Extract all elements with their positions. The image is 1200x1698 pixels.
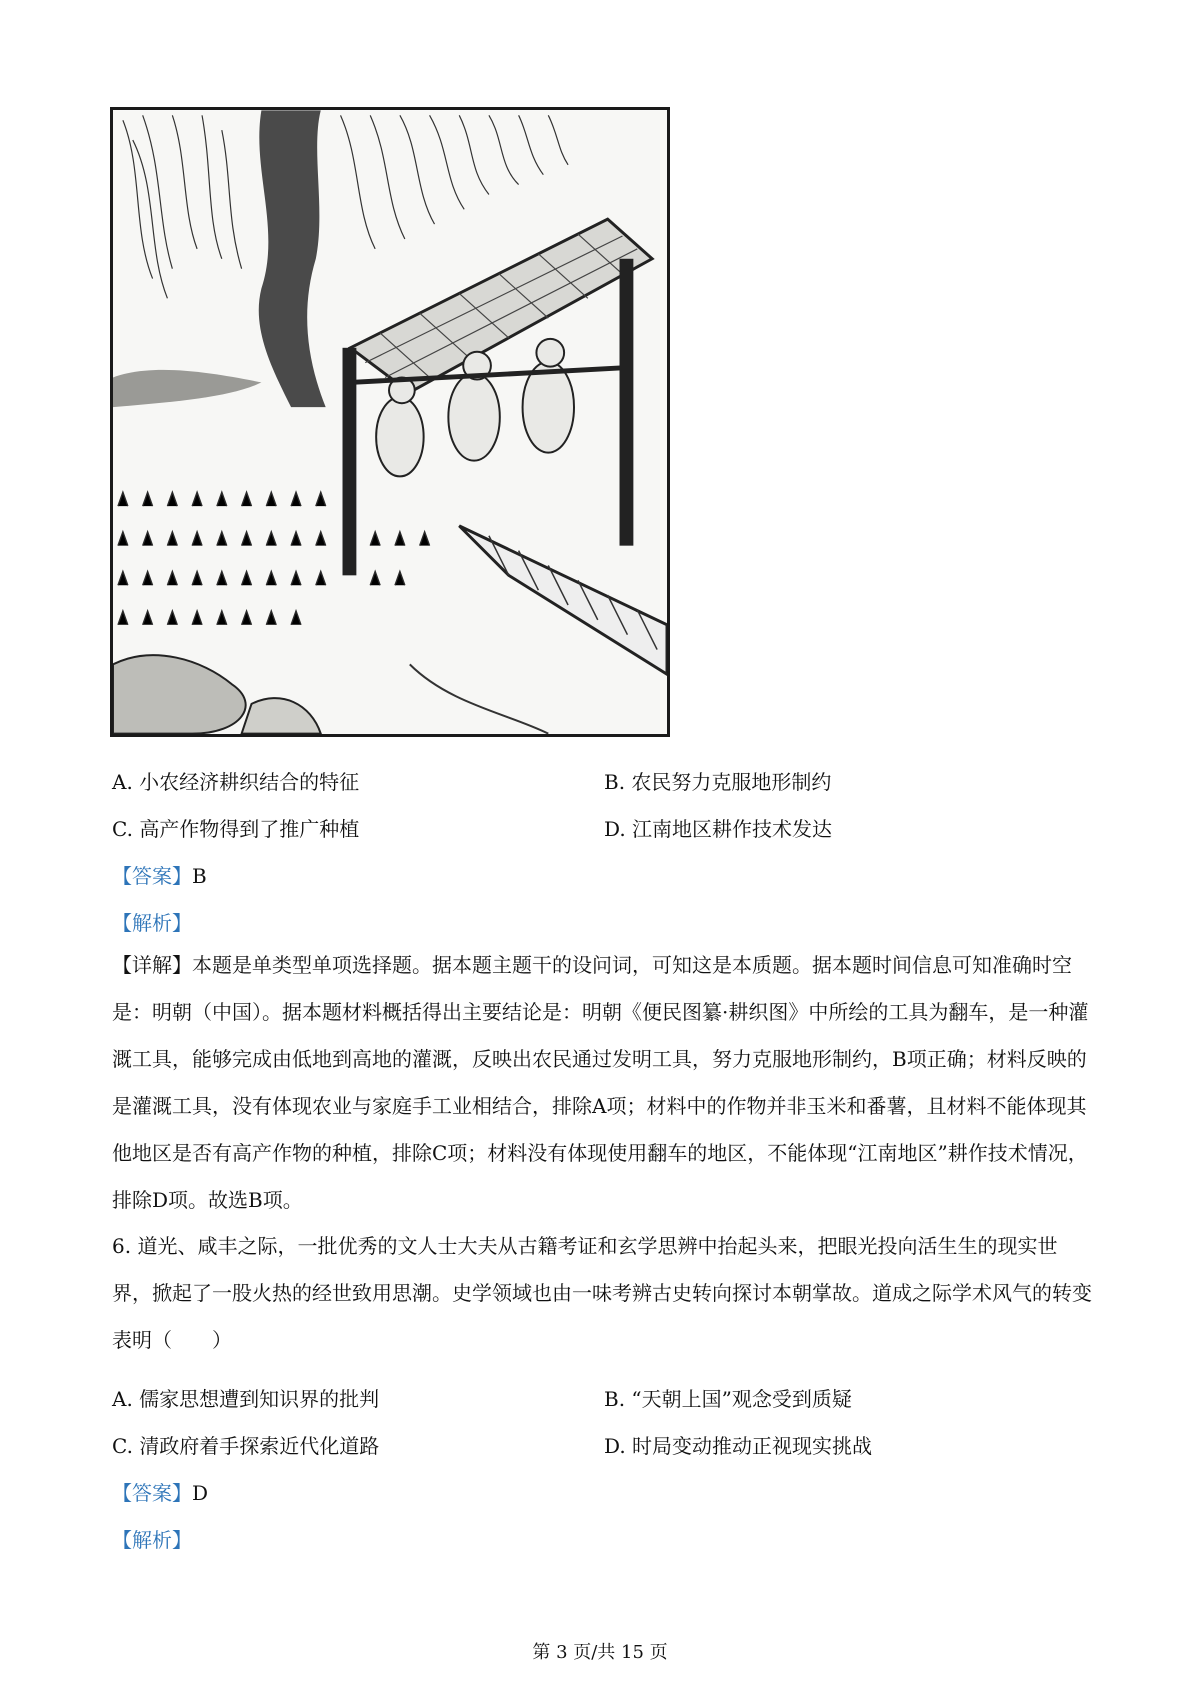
q5-option-d: [604, 815, 832, 843]
q5-option-b: [604, 768, 831, 796]
answer-tag: 【答案】: [112, 1481, 192, 1505]
option-letter: A.: [112, 1387, 133, 1411]
option-letter: A.: [112, 770, 133, 794]
q6-option-b: [604, 1385, 852, 1413]
option-text: “天朝上国”观念受到质疑: [631, 1387, 852, 1411]
q6-option-a: [112, 1385, 379, 1413]
detail-tag: 【详解】: [112, 953, 192, 977]
option-text: 清政府着手探索近代化道路: [139, 1434, 380, 1458]
woodcut-drawing: [113, 110, 667, 734]
q6-stem: 6. 道光、咸丰之际，一批优秀的文人士大夫从古籍考证和玄学思辨中抬起头来，把眼光投向活生生的现实世界，掀起了一股火热的经世致用思潮。史学领域也由一味考辨古史转向探讨本朝掌故。道成之际学术风气的转变表明（ ）: [112, 1234, 1092, 1352]
option-text: 儒家思想遭到知识界的批判: [139, 1387, 380, 1411]
option-letter: D.: [604, 817, 626, 841]
analysis-tag: 【解析】: [112, 911, 192, 935]
q6-answer: [112, 1479, 208, 1507]
illustration-irrigation-woodcut: [110, 107, 670, 737]
option-letter: C.: [112, 1434, 133, 1458]
analysis-tag: 【解析】: [112, 1528, 192, 1552]
option-text: 高产作物得到了推广种植: [139, 817, 360, 841]
option-text: 小农经济耕织结合的特征: [139, 770, 360, 794]
option-letter: B.: [604, 1387, 626, 1411]
q5-detail-paragraph: [112, 942, 1097, 1224]
answer-value: B: [192, 864, 207, 888]
q5-option-a: [112, 768, 359, 796]
option-letter: C.: [112, 817, 133, 841]
option-text: 农民努力克服地形制约: [631, 770, 832, 794]
answer-value: D: [192, 1481, 209, 1505]
answer-tag: 【答案】: [112, 864, 192, 888]
q5-analysis-heading: [112, 909, 192, 937]
q6-option-d: [604, 1432, 872, 1460]
page-footer: 第 3 页/共 15 页: [532, 1642, 668, 1663]
detail-text: 本题是单类型单项选择题。据本题主题干的设问词，可知这是本质题。据本题时间信息可知准确时空是：明朝（中国）。据本题材料概括得出主要结论是：明朝《便民图纂·耕织图》中所绘的工具为翻车，是一种灌溉工具，能够完成由低地到高地的灌溉，反映出农民通过发明工具，努力克服地形制约，B项正确；材料反映的是灌溉工具，没有体现农业与家庭手工业相结合，排除A项；材料中的作物并非玉米和番薯，且材料不能体现其他地区是否有高产作物的种植，排除C项；材料没有体现使用翻车的地区，不能体现“江南地区”耕作技术情况，排除D项。故选B项。: [112, 953, 1089, 1212]
q5-option-c: [112, 815, 359, 843]
option-letter: B.: [604, 770, 626, 794]
q6-analysis-heading: [112, 1526, 192, 1554]
option-letter: D.: [604, 1434, 626, 1458]
q5-answer: [112, 862, 207, 890]
option-text: 时局变动推动正视现实挑战: [632, 1434, 873, 1458]
q6-option-c: [112, 1432, 379, 1460]
option-text: 江南地区耕作技术发达: [632, 817, 833, 841]
